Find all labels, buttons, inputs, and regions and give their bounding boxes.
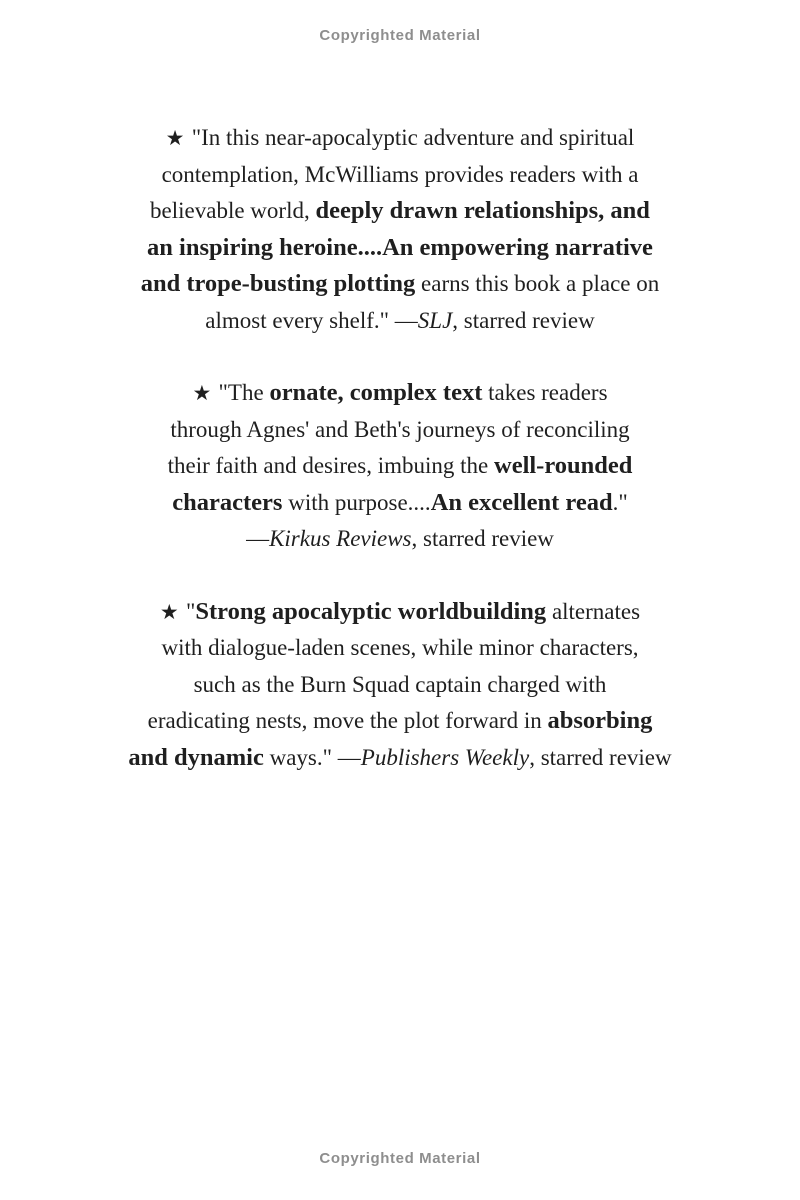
review-text-segment: ornate, complex text [269,379,483,406]
review-line [0,448,800,485]
review-text-segment: , starred review [452,307,595,333]
star-icon: ★ [192,381,217,405]
reviews [0,120,800,812]
review-line [0,485,800,522]
review-line [0,630,800,667]
review-text-segment: ways." — [263,744,361,770]
copyright-notice-bottom: Copyrighted Material [319,1150,481,1167]
review-text-segment: , starred review [529,744,672,770]
review-text-segment: takes readers [482,380,608,405]
review-text-segment: such as the Burn Squad captain charged with [193,671,607,697]
review-kirkus [0,375,800,558]
review-line [0,157,800,194]
review-text-segment: "The [218,380,270,405]
review-text-segment: — [246,526,270,551]
review-text-segment: "In this near-apocalyptic adventure and spiritual [191,125,635,150]
review-text-segment: characters [172,488,283,516]
review-text-segment: through Agnes' and Beth's journeys of reconciling [170,416,630,442]
review-text-segment: well-rounded [494,452,633,479]
review-text-segment: and dynamic [128,743,264,771]
review-line [0,230,800,267]
star-icon: ★ [165,126,190,150]
review-text-segment: , starred review [411,526,554,551]
review-text-segment: eradicating nests, move the plot forward in [147,708,548,733]
review-line [0,594,800,631]
review-text-segment: deeply drawn relationships, and [315,197,650,224]
review-text-segment: An excellent read [430,488,613,516]
review-slj [0,120,800,339]
review-line [0,120,800,157]
review-line [0,193,800,230]
copyright-notice-top: Copyrighted Material [319,27,481,44]
review-line [0,303,800,340]
review-text-segment: ." [612,489,628,515]
review-text-segment: " [186,598,196,624]
review-text-segment: earns this book a place on [415,271,660,296]
review-text-segment: an inspiring heroine....An empowering narrative [147,233,653,261]
review-text-segment: absorbing [547,707,653,734]
review-text-segment: believable world, [150,198,316,223]
review-text-segment: with dialogue-laden scenes, while minor characters, [161,635,639,660]
review-text-segment: Kirkus Reviews [269,526,412,551]
review-line [0,412,800,449]
review-text-segment: contemplation, McWilliams provides readers with a [161,161,639,187]
review-line [0,521,800,558]
review-text-segment: almost every shelf." — [205,307,418,333]
review-line [0,740,800,777]
review-publishers-weekly [0,594,800,777]
star-icon: ★ [159,599,184,624]
review-text-segment: Strong apocalyptic worldbuilding [195,597,547,625]
review-text-segment: Publishers Weekly [360,744,530,770]
review-line [0,375,800,412]
review-line [0,703,800,740]
review-text-segment: their faith and desires, imbuing the [167,453,494,478]
review-text-segment: alternates [546,598,641,624]
review-text-segment: SLJ [417,307,453,333]
review-line [0,266,800,303]
review-text-segment: and trope-busting plotting [140,270,416,297]
review-text-segment: with purpose.... [282,489,431,515]
review-line [0,667,800,704]
